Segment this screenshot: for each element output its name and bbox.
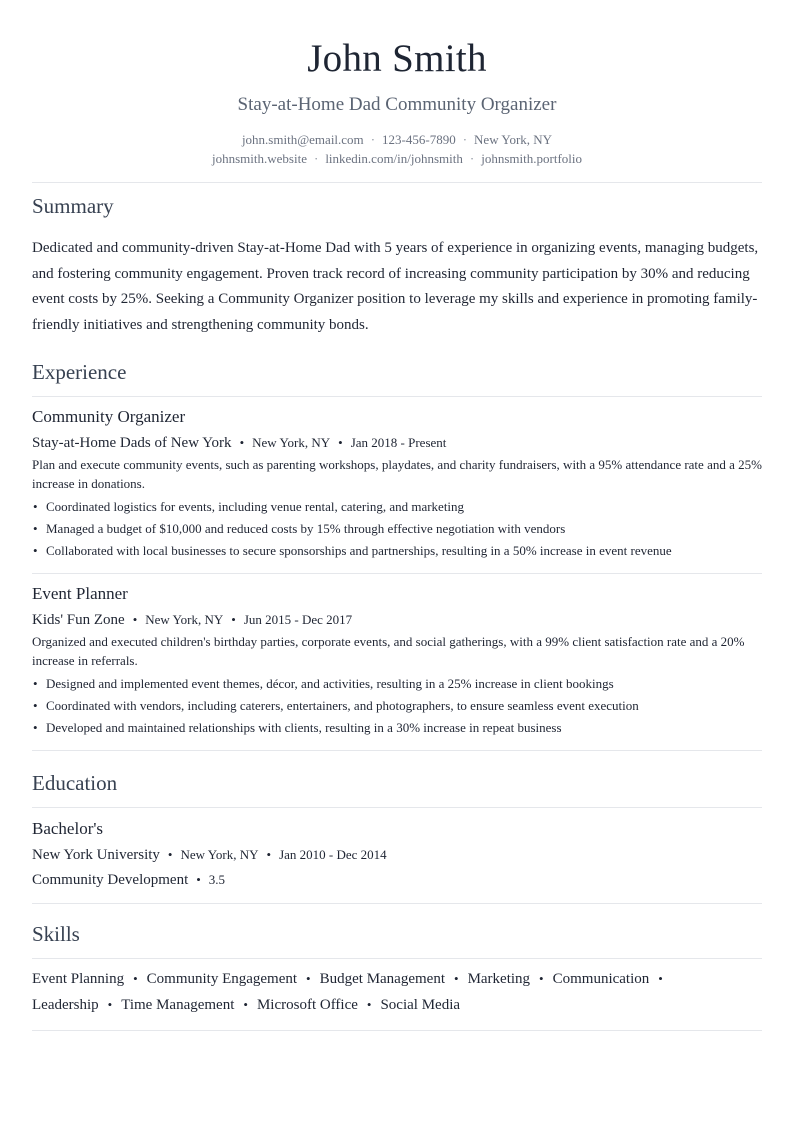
skill-item: Community Engagement [146, 971, 298, 987]
job-entry [32, 397, 762, 573]
meta-bullet: • [196, 872, 201, 887]
contact-separator: · [462, 132, 468, 147]
header-divider [32, 182, 762, 183]
summary-text: Dedicated and community-driven Stay-at-Home Dad with 5 years of experience in organizing events, managing budgets, and fostering community engagement. Proven track record of increasing community participation by 30% and reducing event costs by 25%. Seeking a Community Organizer position to leverage my skills and experience in promoting family-friendly initiatives and strengthening community bonds. [32, 240, 759, 333]
meta-bullet: • [231, 612, 236, 627]
skill-bullet: • [366, 997, 372, 1012]
job-location: New York, NY [145, 612, 224, 627]
education-section [32, 769, 762, 904]
skills-list [32, 959, 762, 1030]
experience-heading: Experience [32, 360, 127, 384]
job-title: Community Organizer [32, 407, 186, 426]
education-end-divider [32, 903, 762, 904]
skills-heading: Skills [32, 922, 80, 946]
contact-linkedin[interactable]: linkedin.com/in/johnsmith [325, 151, 463, 166]
contact-location: New York, NY [474, 132, 553, 147]
job-bullet: • Managed a budget of $10,000 and reduced costs by 15% through effective negotiation with vendors [32, 518, 762, 540]
job-meta [32, 609, 762, 631]
job-bullets [32, 673, 762, 739]
contact-phone[interactable]: 123-456-7890 [382, 132, 456, 147]
contact-separator: · [469, 151, 475, 166]
skills-end-divider [32, 1030, 762, 1031]
education-meta [32, 844, 762, 866]
skill-item: Social Media [380, 997, 461, 1013]
job-location: New York, NY [252, 435, 331, 450]
gpa: 3.5 [208, 872, 226, 887]
job-divider [32, 750, 762, 751]
candidate-title: Stay-at-Home Dad Community Organizer [237, 94, 557, 115]
skill-bullet: • [658, 971, 663, 986]
contact-separator: · [313, 151, 319, 166]
skill-item: Event Planning [32, 971, 125, 987]
skill-bullet: • [306, 971, 311, 986]
skill-item: Time Management [121, 997, 235, 1013]
candidate-name: John Smith [307, 37, 487, 80]
contact-separator: · [370, 132, 376, 147]
contact-portfolio[interactable]: johnsmith.portfolio [481, 151, 582, 166]
meta-bullet: • [239, 435, 245, 450]
job-description: Organized and executed children's birthday parties, corporate events, and social gatherings, with a 99% client satisfaction rate and a 20% increase in referrals. [32, 634, 745, 668]
skills-section [32, 920, 762, 1031]
contact-email[interactable]: john.smith@email.com [241, 132, 364, 147]
contact-line-1 [32, 130, 762, 149]
job-bullet: • Developed and maintained relationships with clients, resulting in a 30% increase in repeat business [32, 717, 762, 739]
job-bullet: • Designed and implemented event themes, décor, and activities, resulting in a 25% increase in client bookings [32, 673, 762, 695]
skill-item: Budget Management [319, 971, 445, 987]
contact-line-2 [32, 149, 762, 168]
education-heading: Education [32, 771, 118, 795]
school-location: New York, NY [180, 847, 259, 862]
summary-section [32, 192, 762, 338]
skill-item: Marketing [467, 971, 531, 987]
job-meta [32, 432, 762, 454]
degree: Bachelor's [32, 819, 104, 838]
school-name: New York University [32, 847, 160, 863]
job-dates: Jan 2018 - Present [350, 435, 447, 450]
job-bullet: • Coordinated logistics for events, including venue rental, catering, and marketing [32, 496, 762, 518]
job-organization: Kids' Fun Zone [32, 612, 125, 628]
skills-line-1 [32, 966, 762, 992]
experience-section [32, 358, 762, 751]
education-dates: Jan 2010 - Dec 2014 [279, 847, 387, 862]
skill-item: Leadership [32, 997, 99, 1013]
meta-bullet: • [167, 847, 173, 862]
job-entry [32, 574, 762, 750]
resume-header [32, 0, 762, 168]
skill-bullet: • [243, 997, 248, 1012]
skill-bullet: • [539, 971, 544, 986]
job-organization: Stay-at-Home Dads of New York [32, 435, 232, 451]
job-bullet: • Collaborated with local businesses to secure sponsorships and partnerships, resulting in a 50% increase in event revenue [32, 540, 762, 562]
education-field-row [32, 869, 762, 891]
meta-bullet: • [338, 435, 343, 450]
meta-bullet: • [132, 612, 138, 627]
job-dates: Jun 2015 - Dec 2017 [243, 612, 353, 627]
skill-bullet: • [107, 997, 113, 1012]
skill-bullet: • [454, 971, 459, 986]
skills-line-2 [32, 992, 762, 1018]
skill-item: Microsoft Office [256, 997, 358, 1013]
skill-item: Communication [552, 971, 650, 987]
job-title: Event Planner [32, 584, 128, 603]
job-bullets [32, 496, 762, 562]
education-entry [32, 808, 762, 903]
summary-heading: Summary [32, 194, 114, 218]
contact-website[interactable]: johnsmith.website [212, 151, 307, 166]
meta-bullet: • [266, 847, 272, 862]
skill-bullet: • [133, 971, 138, 986]
job-bullet: • Coordinated with vendors, including caterers, entertainers, and photographers, to ensure seamless event execution [32, 695, 762, 717]
job-description: Plan and execute community events, such as parenting workshops, playdates, and charity fundraisers, with a 95% attendance rate and a 25% increase in donations. [32, 457, 762, 491]
field-of-study: Community Development [32, 872, 189, 888]
